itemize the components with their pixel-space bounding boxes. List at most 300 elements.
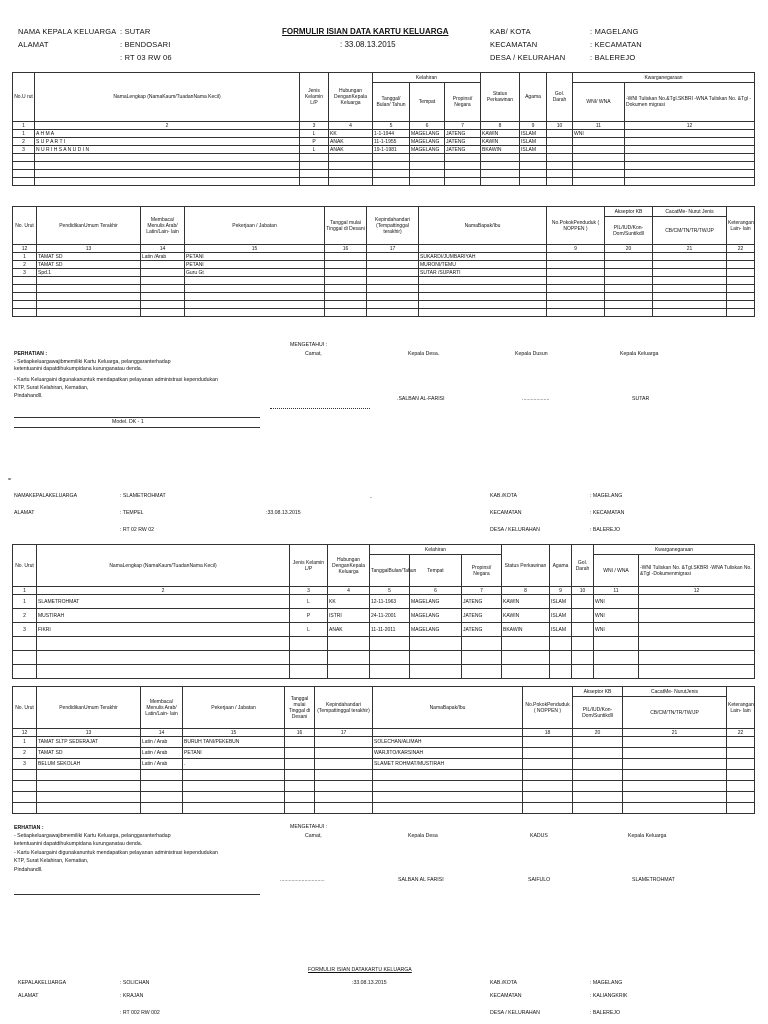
cell: 3 xyxy=(13,146,35,154)
f2-n: 3 xyxy=(290,587,328,595)
f3-value-alamat: : KRAJAN xyxy=(120,993,144,999)
f1-h2-pek: Pekerjaan / Jabatan xyxy=(185,207,325,245)
f1-divider xyxy=(14,427,260,428)
cell xyxy=(639,609,755,623)
f2-divider xyxy=(14,894,260,895)
f2-h2-tgl: Tanggal mulai Tinggal di Desani xyxy=(285,687,315,729)
table-row-empty xyxy=(13,651,755,665)
cell: A H M A xyxy=(35,130,300,138)
table-row-empty xyxy=(13,665,755,679)
f2-value-kab: : MAGELANG xyxy=(590,493,623,499)
table-row-empty xyxy=(13,792,755,803)
f1-sig-kk: SUTAR xyxy=(632,396,650,402)
f1-education-table xyxy=(12,206,755,317)
f1-n: 8 xyxy=(481,122,520,130)
f2-n2: 22 xyxy=(727,729,755,737)
f1-label-desa: DESA / KELURAHAN xyxy=(490,53,566,62)
f2-value-rt: : RT 02 RW 02 xyxy=(120,527,155,533)
cell: 1-1-1944 xyxy=(373,130,410,138)
cell: L xyxy=(290,623,328,637)
f1-mengetahui: MENGETAHUI : xyxy=(290,342,328,348)
f2-camat: Camat, xyxy=(305,833,322,839)
cell: ISLAM xyxy=(550,623,572,637)
f2-h2-cb: CB/CM/TN/TR/TW/JP xyxy=(623,697,727,729)
f2-h-prop: Propinsi/ Negara xyxy=(462,555,502,587)
f1-label-kab: KAB/ KOTA xyxy=(490,27,531,36)
cell: TAMAT SD xyxy=(37,253,141,261)
f2-h-kelahiran: Kelahiran xyxy=(370,545,502,555)
cell: KAWIN xyxy=(481,138,520,146)
f1-h-nama: NamaLengkap (NamaKaum/TuadanNama Kecil) xyxy=(35,73,300,122)
table-row-empty xyxy=(13,154,755,162)
f2-h2-baca: Membaca/ Menulis Arab/ Latin/Lain- lain xyxy=(141,687,183,729)
f2-h2-cacat: CacatMe- NurutJenis xyxy=(623,687,727,697)
table-row-empty xyxy=(13,285,755,293)
f2-h2-pend: PendidikanUmum Terakhir xyxy=(37,687,141,729)
f2-h-tempat: Tempat xyxy=(410,555,462,587)
cell: WNI xyxy=(573,130,625,138)
f1-h-no: No.U rut xyxy=(13,73,35,122)
f1-n2: 20 xyxy=(605,245,653,253)
f1-n2: 17 xyxy=(367,245,419,253)
f1-h2-ortu: NamaBapak/Ibu xyxy=(419,207,547,245)
cell: PETANI xyxy=(185,253,325,261)
f2-n: 1 xyxy=(13,587,37,595)
f2-label-kab: KAB./KOTA xyxy=(490,493,518,499)
cell: MAGELANG xyxy=(410,130,445,138)
table-row-empty xyxy=(13,803,755,814)
table-row xyxy=(13,737,755,748)
f1-n: 12 xyxy=(625,122,755,130)
f3-title: FORMULIR ISIAN DATAKARTU KELUARGA xyxy=(308,967,412,973)
f2-h2-akseptor: Akseptor KB xyxy=(573,687,623,697)
cell xyxy=(572,623,594,637)
cell: Latin /Arab xyxy=(141,253,185,261)
cell: FIKRI xyxy=(37,623,290,637)
table-row xyxy=(13,138,755,146)
f1-h-kelahiran: Kelahiran xyxy=(373,73,481,83)
cell: TAMAT SD xyxy=(37,748,141,759)
cell: MAGELANG xyxy=(410,146,445,154)
table-row-empty xyxy=(13,162,755,170)
f2-label-desa: DESA / KELURAHAN xyxy=(490,527,540,533)
f2-n: 5 xyxy=(370,587,410,595)
f1-h-agama: Agama xyxy=(520,73,547,122)
f1-perhatian: PERHATIAN : xyxy=(14,351,48,357)
f1-h-tgl: Tanggal/ Bulan/ Tahun xyxy=(373,83,410,122)
f3-code: :33.08.13.2015 xyxy=(352,980,387,986)
table-row-empty xyxy=(13,170,755,178)
cell: MURONI/TEMU xyxy=(419,261,547,269)
cell: JATENG xyxy=(462,609,502,623)
table-row-empty xyxy=(13,637,755,651)
f1-n: 3 xyxy=(300,122,329,130)
f2-note: ketentuanini dapatdihukumpidana kurunganatau denda. xyxy=(14,841,143,847)
f1-h2-kepindahan: Kepindahandari (Tempattinggal terakhir) xyxy=(367,207,419,245)
cell: SUTAR /SUPARTI xyxy=(419,269,547,277)
f2-h2-pek: Pekerjaan / Jabatan xyxy=(183,687,285,729)
f1-n: 10 xyxy=(547,122,573,130)
f1-n2: 22 xyxy=(727,245,755,253)
table-row xyxy=(13,269,755,277)
cell: L xyxy=(300,130,329,138)
f2-mengetahui: MENGETAHUI : xyxy=(290,824,328,830)
cell: BKAWIN xyxy=(502,623,550,637)
f2-perhatian: ERHATIAN : xyxy=(14,825,44,831)
cell: ISTRI xyxy=(328,609,370,623)
f1-member-table xyxy=(12,72,755,186)
f1-h-ket: -WNI Tuliskan No.&Tgl.SKBRI -WNA Tuliskan No. &Tgl -Dokumen migrasi xyxy=(625,83,755,122)
cell: L xyxy=(300,146,329,154)
f1-kades: Kepala Desa. xyxy=(408,351,440,357)
cell xyxy=(572,609,594,623)
f2-n2: 17 xyxy=(315,729,373,737)
f2-kades: Kepala Desa xyxy=(408,833,438,839)
f1-h2-tgl: Tanggal mulai Tinggal di Desani xyxy=(325,207,367,245)
f1-h2-nopol: No.PokokPenduduk ( NOPPEN ) xyxy=(547,207,605,245)
cell: PETANI xyxy=(185,261,325,269)
table-row-empty xyxy=(13,178,755,186)
f2-kadus: KADUS xyxy=(530,833,548,839)
f2-n: 6 xyxy=(410,587,462,595)
cell xyxy=(141,269,185,277)
f1-n2: 13 xyxy=(37,245,141,253)
f1-value-nama: : SUTAR xyxy=(120,27,151,36)
f2-h-agama: Agama xyxy=(550,545,572,587)
cell: TAMAT SLTP SEDERAJAT xyxy=(37,737,141,748)
f2-h2-kepindahan: Kepindahandari (Tempattinggal terakhir) xyxy=(315,687,373,729)
f1-h2-no: No. Urut xyxy=(13,207,37,245)
cell xyxy=(639,595,755,609)
f1-h-jk: Jenis Kelamin L/P xyxy=(300,73,329,122)
f2-education-table xyxy=(12,686,755,814)
f2-num-row-2 xyxy=(13,729,755,737)
cell: ANAK xyxy=(329,146,373,154)
f1-h2-pil: PIL/IUD/Kon- Dom/Suntikdll xyxy=(605,217,653,245)
f2-h-kwarga: Kwarganegaraan xyxy=(594,545,755,555)
f1-note: - Kartu Keluargaini digunakanuntuk mendapatkan pelayanan administrasi kependudukan xyxy=(14,377,218,383)
cell: KAWIN xyxy=(481,130,520,138)
table-row xyxy=(13,759,755,770)
f1-n: 1 xyxy=(13,122,35,130)
f1-note: - Setiapkeluargawajibmemiliki Kartu Keluarga, pelanggaranterhadap xyxy=(14,359,171,365)
f2-sig-camat: ............................... xyxy=(280,877,325,883)
cell: TAMAT SD xyxy=(37,261,141,269)
cell: 1 xyxy=(13,253,37,261)
f2-value-nama: : SLAMETROHMAT xyxy=(120,493,166,499)
f3-label-kec: KECAMATAN xyxy=(490,993,522,999)
cell: WARJITO/KARSINAH xyxy=(373,748,523,759)
cell: MAGELANG xyxy=(410,595,462,609)
separator-mark: = xyxy=(8,477,12,483)
f2-h2-ortu: NamaBapak/Ibu xyxy=(373,687,523,729)
cell xyxy=(639,623,755,637)
f1-camat: Camat, xyxy=(305,351,322,357)
cell: ANAK xyxy=(329,138,373,146)
cell: MAGELANG xyxy=(410,623,462,637)
cell xyxy=(625,146,755,154)
cell: 2 xyxy=(13,261,37,269)
cell: S U P A R T I xyxy=(35,138,300,146)
cell: 3 xyxy=(13,759,37,770)
f2-n2: 21 xyxy=(623,729,727,737)
f2-n: 7 xyxy=(462,587,502,595)
f1-kepala-keluarga: Kepala Keluarga xyxy=(620,351,659,357)
cell: 1 xyxy=(13,595,37,609)
f1-n: 11 xyxy=(573,122,625,130)
f2-sig-kadus: SAIFULO xyxy=(528,877,551,883)
f1-n: 4 xyxy=(329,122,373,130)
table-row xyxy=(13,609,755,623)
f3-value-kec: : KALIANGKRIK xyxy=(590,993,628,999)
cell xyxy=(625,130,755,138)
f2-h-tgl: TanggalBulan/Tahun xyxy=(370,555,410,587)
f1-n2: 9 xyxy=(547,245,605,253)
table-row xyxy=(13,748,755,759)
cell: 2 xyxy=(13,748,37,759)
f2-n: 11 xyxy=(594,587,639,595)
f1-value-alamat: : BENDOSARI xyxy=(120,40,171,49)
cell: 1 xyxy=(13,130,35,138)
f1-label-alamat: ALAMAT xyxy=(18,40,49,49)
f1-sig-kades: .SALBAN AL-FARISI xyxy=(397,396,445,402)
cell: MUSTIRAH xyxy=(37,609,290,623)
cell: KAWIN xyxy=(502,595,550,609)
cell: KK xyxy=(328,595,370,609)
f2-h-ket: -WNI Tuliskan No. &Tgl.SKBRI -WNA Tuliskan No. &Tgl -Dokumenmigrasi xyxy=(639,555,755,587)
f1-h2-baca: Membaca/ Menulis Arab/ Latin/Lain- lain xyxy=(141,207,185,245)
cell: . xyxy=(183,759,285,770)
f3-label-desa: DESA / KELURAHAN xyxy=(490,1010,540,1016)
cell: JATENG xyxy=(445,130,481,138)
f1-n2: 16 xyxy=(325,245,367,253)
cell xyxy=(573,146,625,154)
f2-n: 9 xyxy=(550,587,572,595)
cell: 12-11-1963 xyxy=(370,595,410,609)
f2-mark: - xyxy=(370,495,372,501)
f1-n2 xyxy=(419,245,547,253)
f2-n2: 13 xyxy=(37,729,141,737)
table-row xyxy=(13,595,755,609)
f1-num-row xyxy=(13,122,755,130)
cell: ANAK xyxy=(328,623,370,637)
f1-value-rt: : RT 03 RW 06 xyxy=(120,53,172,62)
cell: JATENG xyxy=(462,623,502,637)
cell: Spd.1 xyxy=(37,269,141,277)
table-row-empty xyxy=(13,277,755,285)
f1-value-kab: : MAGELANG xyxy=(590,27,639,36)
cell: SLAMET ROHMAT/MUSTIRAH xyxy=(373,759,523,770)
f3-value-nama: : SOLICHAN xyxy=(120,980,150,986)
f2-label-kec: KECAMATAN xyxy=(490,510,522,516)
f2-code: :33.08.13.2015 xyxy=(266,510,301,516)
table-row xyxy=(13,261,755,269)
f2-h-hub: Hubungan DenganKepala Keluarga xyxy=(328,545,370,587)
f1-num-row-2 xyxy=(13,245,755,253)
f2-num-row xyxy=(13,587,755,595)
f2-n2: 15 xyxy=(183,729,285,737)
f2-n: 10 xyxy=(572,587,594,595)
f1-h-wni: WNI/ WNA xyxy=(573,83,625,122)
f2-n2: 16 xyxy=(285,729,315,737)
f3-value-desa: : BALEREJO xyxy=(590,1010,620,1016)
f1-n2: 14 xyxy=(141,245,185,253)
f2-n2: 20 xyxy=(573,729,623,737)
cell: 1 xyxy=(13,737,37,748)
f1-value-desa: : BALEREJO xyxy=(590,53,636,62)
f2-note: KTP, Surat Kelahiran, Kematian, xyxy=(14,858,89,864)
f1-h2-cacat: CacatMe- Nurut Jenis xyxy=(653,207,727,217)
f1-n: 7 xyxy=(445,122,481,130)
cell: MAGELANG xyxy=(410,609,462,623)
f1-value-kec: : KECAMATAN xyxy=(590,40,642,49)
f1-h2-cb: CB/CM/TN/TR/TW/JP xyxy=(653,217,727,245)
table-row-empty xyxy=(13,293,755,301)
cell: ISLAM xyxy=(550,609,572,623)
cell: KK xyxy=(329,130,373,138)
f2-n2: 14 xyxy=(141,729,183,737)
cell: JATENG xyxy=(445,146,481,154)
f2-n: 12 xyxy=(639,587,755,595)
f1-label-kec: KECAMATAN xyxy=(490,40,538,49)
f2-h2-pil: PIL/IUD/Kon- Dom/Suntikdll xyxy=(573,697,623,729)
table-row-empty xyxy=(13,301,755,309)
f2-note: - Setiapkeluargawajibmemiliki Kartu Keluarga, pelanggaranterhadap xyxy=(14,833,171,839)
cell: ISLAM xyxy=(520,146,547,154)
cell: 3 xyxy=(13,269,37,277)
f2-value-desa: : BALEREJO xyxy=(590,527,620,533)
cell xyxy=(625,138,755,146)
cell: SLAMETROHMAT xyxy=(37,595,290,609)
cell: 11-11-2011 xyxy=(370,623,410,637)
f1-h-status: Status Perkawinan xyxy=(481,73,520,122)
cell: 11-1-1955 xyxy=(373,138,410,146)
f2-n: 4 xyxy=(328,587,370,595)
cell: L xyxy=(290,595,328,609)
cell: JATENG xyxy=(462,595,502,609)
f2-h-nama: NamaLengkap (NamaKaum/TuadanNama Kecil) xyxy=(37,545,290,587)
cell: 2 xyxy=(13,609,37,623)
f2-n: 2 xyxy=(37,587,290,595)
f1-n2: 15 xyxy=(185,245,325,253)
f1-h-kwarga: Kwarganegaraan xyxy=(573,73,755,83)
f2-h-no: No. Urut xyxy=(13,545,37,587)
cell: SUKARDI/JUMBARIYAH xyxy=(419,253,547,261)
f2-n2 xyxy=(373,729,523,737)
f2-h2-nopol: No.PokokPenduduk ( NOPPEN ) xyxy=(523,687,573,729)
cell: MAGELANG xyxy=(410,138,445,146)
f1-model: Model. DK - 1 xyxy=(112,419,144,425)
f1-camat-signature-line xyxy=(270,408,370,409)
f1-n: 6 xyxy=(410,122,445,130)
cell: JATENG xyxy=(445,138,481,146)
cell: WNI xyxy=(594,623,639,637)
cell: Latin / Arab xyxy=(141,737,183,748)
f3-value-kab: : MAGELANG xyxy=(590,980,623,986)
cell: BKAWIN xyxy=(481,146,520,154)
f1-h-prop: Propinsi/ Negara xyxy=(445,83,481,122)
f2-h2-ket: Keterangan Lain- lain xyxy=(727,687,755,729)
f1-divider xyxy=(14,417,260,418)
f1-h-gol: Gol. Darah xyxy=(547,73,573,122)
f1-n2: 21 xyxy=(653,245,727,253)
cell: 19-1-1981 xyxy=(373,146,410,154)
cell: ISLAM xyxy=(550,595,572,609)
cell xyxy=(141,261,185,269)
f2-n: 8 xyxy=(502,587,550,595)
cell xyxy=(573,138,625,146)
cell: BELUM SEKOLAH xyxy=(37,759,141,770)
cell: 24-11-2001 xyxy=(370,609,410,623)
f1-title: FORMULIR ISIAN DATA KARTU KELUARGA xyxy=(282,27,449,36)
cell: PETANI xyxy=(183,748,285,759)
f1-h-tempat: Tempat xyxy=(410,83,445,122)
cell: ISLAM xyxy=(520,138,547,146)
f2-h-jk: Jenis Kelamin L/P xyxy=(290,545,328,587)
f2-h-status: Status Perkawinan xyxy=(502,545,550,587)
f1-n: 5 xyxy=(373,122,410,130)
f1-h2-pend: PendidikanUmum Terakhir xyxy=(37,207,141,245)
cell: WNI xyxy=(594,595,639,609)
f1-n: 9 xyxy=(520,122,547,130)
f1-code: : 33.08.13.2015 xyxy=(340,40,396,49)
cell: Latin / Arab xyxy=(141,759,183,770)
table-row-empty xyxy=(13,781,755,792)
f1-note: KTP, Surat Kelahiran, Kematian, xyxy=(14,385,89,391)
cell xyxy=(572,595,594,609)
cell xyxy=(547,130,573,138)
f1-note: Pindahandll. xyxy=(14,393,43,399)
f3-value-rt: : RT 002 RW 002 xyxy=(120,1010,160,1016)
f1-kadus: Kepala Dusun xyxy=(515,351,548,357)
table-row-empty xyxy=(13,309,755,317)
cell: 2 xyxy=(13,138,35,146)
cell xyxy=(547,146,573,154)
cell: WNI xyxy=(594,609,639,623)
f2-value-kec: : KECAMATAN xyxy=(590,510,625,516)
table-row xyxy=(13,253,755,261)
f2-note: - Kartu Keluargaini digunakanuntuk mendapatkan pelayanan administrasi kependudukan xyxy=(14,850,218,856)
f2-note: Pindahandll. xyxy=(14,867,43,873)
f1-n: 2 xyxy=(35,122,300,130)
f1-note: ketentuanini dapatdihukumpidana kurunganatau denda. xyxy=(14,366,143,372)
cell: KAWIN xyxy=(502,609,550,623)
f2-n2: 12 xyxy=(13,729,37,737)
cell: Guru Gt xyxy=(185,269,325,277)
f2-label-nama: NAMAKEPALAKELUARGA xyxy=(14,493,78,499)
f2-label-alamat: ALAMAT xyxy=(14,510,35,516)
table-row-empty xyxy=(13,770,755,781)
cell: Latin / Arab xyxy=(141,748,183,759)
f1-h2-ket: Keterangan Lain- lain xyxy=(727,207,755,245)
cell: SOLECHAN/ALIMAH xyxy=(373,737,523,748)
cell: ISLAM xyxy=(520,130,547,138)
f1-n2: 12 xyxy=(13,245,37,253)
table-row xyxy=(13,130,755,138)
cell: P xyxy=(290,609,328,623)
cell: P xyxy=(300,138,329,146)
f2-kepala-keluarga: Kepala Keluarga xyxy=(628,833,667,839)
f2-h-gol: Gol. Darah xyxy=(572,545,594,587)
cell: BURUH TANI/PEKEBUN xyxy=(183,737,285,748)
f2-h2-no: No. Urut xyxy=(13,687,37,729)
f1-h-hub: Hubungan DenganKepala Keluarga xyxy=(329,73,373,122)
f2-n2: 18 xyxy=(523,729,573,737)
f3-label-alamat: ALAMAT xyxy=(18,993,39,999)
f2-value-alamat: : TEMPEL xyxy=(120,510,144,516)
f2-sig-kades: SALBAN AL FARISI xyxy=(398,877,444,883)
table-row xyxy=(13,623,755,637)
